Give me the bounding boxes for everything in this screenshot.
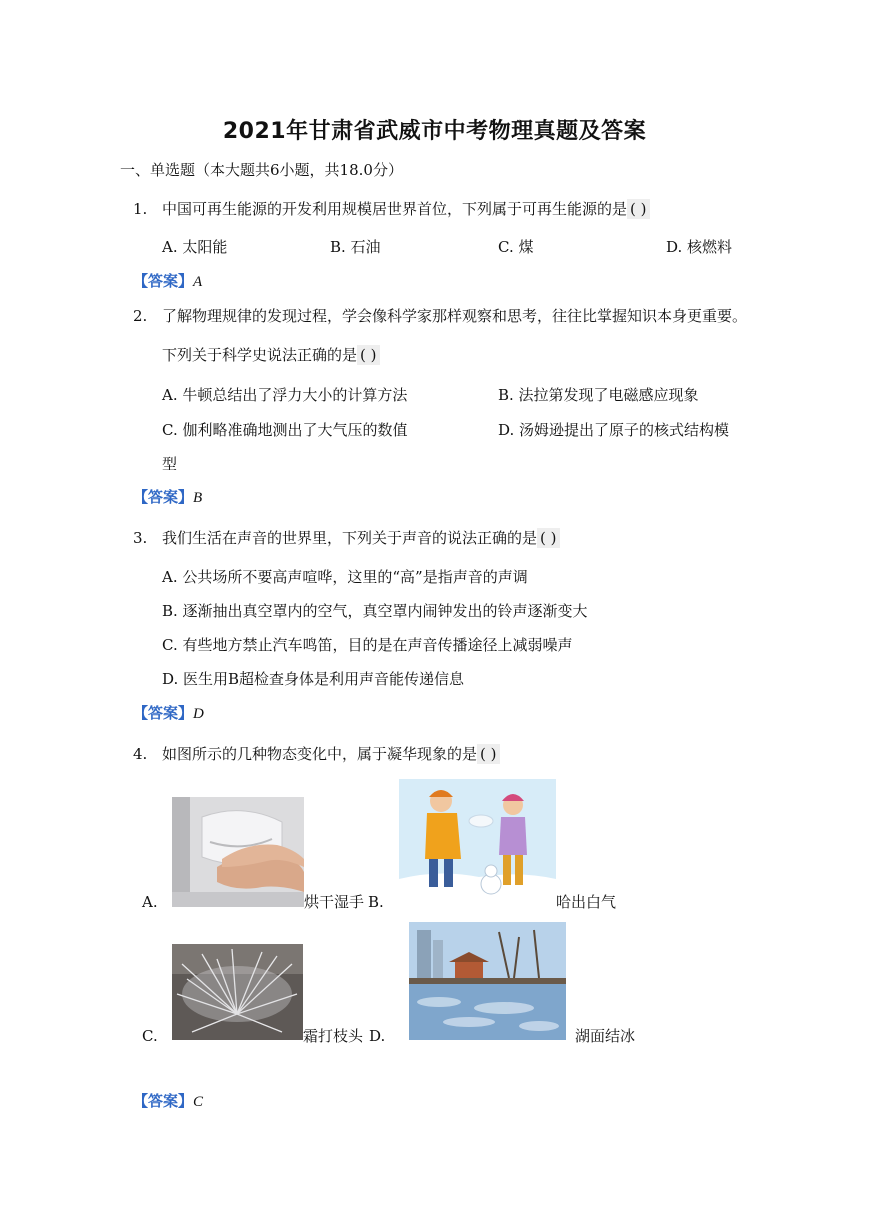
q4-paren: ( ) [477, 744, 499, 764]
q2-answer: 【答案】B [133, 488, 203, 506]
q4-option-c-caption: 霜打枝头 [303, 1027, 364, 1045]
q4-option-c-letter: C. [142, 1027, 158, 1045]
page-title: 2021年甘肃省武威市中考物理真题及答案 [222, 119, 647, 144]
q1-option-d: D. 核燃料 [666, 238, 733, 256]
frozen-lake-image [409, 922, 566, 1040]
frost-branches-image [172, 944, 303, 1040]
q3-option-a: A. 公共场所不要高声喧哗，这里的“高”是指声音的声调 [162, 568, 528, 586]
q1-paren: ( ) [627, 199, 649, 219]
q2-number: 2. [133, 307, 148, 325]
q3-stem: 我们生活在声音的世界里，下列关于声音的说法正确的是 ( ) [162, 528, 560, 548]
q4-number: 4. [133, 745, 148, 763]
q3-option-c: C. 有些地方禁止汽车鸣笛，目的是在声音传播途径上减弱噪声 [162, 636, 573, 654]
q4-option-a-letter: A. [142, 893, 158, 911]
q1-option-b: B. 石油 [330, 238, 381, 256]
q3-option-b: B. 逐渐抽出真空罩内的空气，真空罩内闹钟发出的铃声逐渐变大 [162, 602, 588, 620]
q4-stem: 如图所示的几种物态变化中，属于凝华现象的是 ( ) [162, 744, 500, 764]
q2-option-a: A. 牛顿总结出了浮力大小的计算方法 [162, 386, 408, 404]
q1-option-c: C. 煤 [498, 238, 534, 256]
q3-paren: ( ) [537, 528, 559, 548]
q2-stem-line1: 了解物理规律的发现过程，学会像科学家那样观察和思考，往往比掌握知识本身更重要。 [162, 307, 748, 325]
q1-number: 1. [133, 200, 148, 218]
q3-answer: 【答案】D [133, 704, 204, 722]
q4-option-b-letter: B. [368, 893, 384, 911]
q4-answer: 【答案】C [133, 1092, 204, 1110]
section-heading: 一、单选题（本大题共6小题，共18.0分） [120, 161, 403, 179]
q4-option-d-letter: D. [369, 1027, 386, 1045]
q2-option-c: C. 伽利略准确地测出了大气压的数值 [162, 421, 408, 439]
q4-option-b-caption: 哈出白气 [556, 893, 617, 911]
q1-answer: 【答案】A [133, 272, 203, 290]
q3-option-d: D. 医生用B超检查身体是利用声音能传递信息 [162, 670, 465, 688]
q2-option-d-wrap: 型 [162, 455, 178, 473]
q4-option-a-caption: 烘干湿手 [304, 893, 365, 911]
children-breath-image [399, 779, 556, 909]
hand-dryer-image [172, 797, 304, 907]
q3-number: 3. [133, 529, 148, 547]
q2-stem-line2: 下列关于科学史说法正确的是 ( ) [162, 345, 380, 365]
q1-stem: 中国可再生能源的开发利用规模居世界首位，下列属于可再生能源的是 ( ) [162, 199, 650, 219]
q1-option-a: A. 太阳能 [162, 238, 228, 256]
q4-option-d-caption: 湖面结冰 [575, 1027, 636, 1045]
q2-option-d: D. 汤姆逊提出了原子的核式结构模 [498, 421, 730, 439]
q2-paren: ( ) [357, 345, 379, 365]
q2-option-b: B. 法拉第发现了电磁感应现象 [498, 386, 699, 404]
